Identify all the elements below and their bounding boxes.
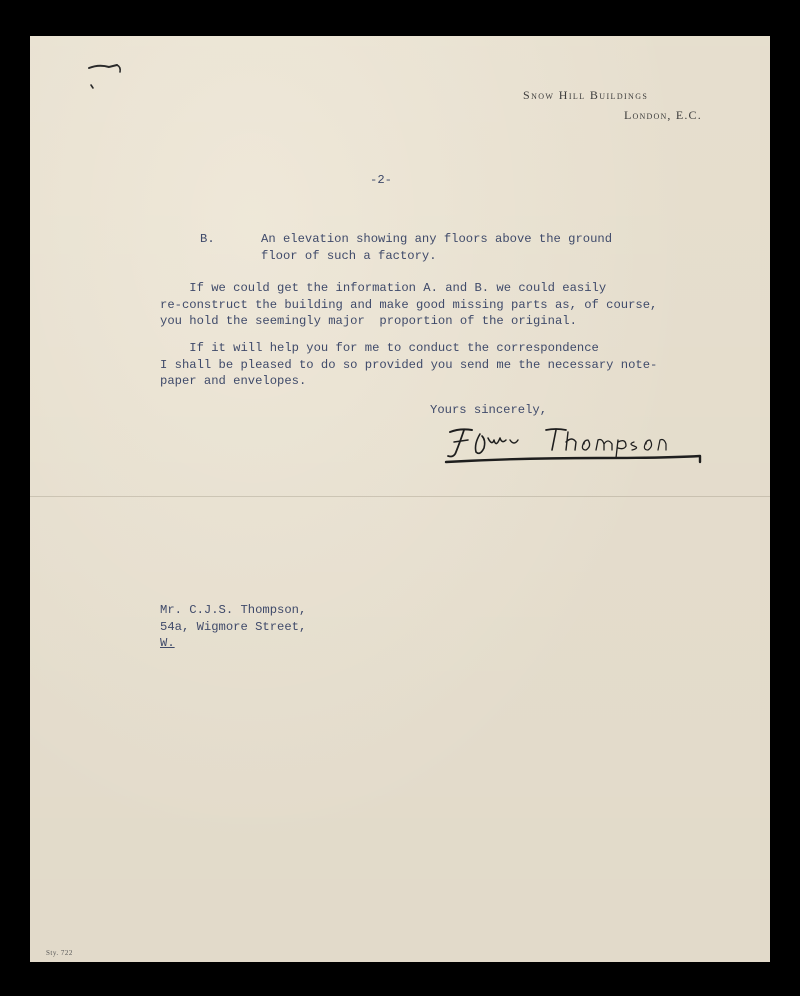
stationery-code: Sty. 722	[46, 949, 73, 957]
staple-mark-icon	[85, 58, 135, 94]
paragraph-2	[160, 340, 657, 390]
item-b-text	[261, 231, 612, 264]
letterhead-line-1: Snow Hill Buildings	[523, 88, 649, 102]
paragraph-2-line-3: paper and envelopes.	[160, 374, 307, 388]
item-b-line-1: An elevation showing any floors above the ground	[261, 232, 613, 246]
paragraph-1-line-3: you hold the seemingly major proportion of the original.	[160, 314, 577, 328]
item-b-label: B.	[200, 232, 215, 246]
paragraph-1-line-1: If we could get the information A. and B. we could easily	[160, 281, 607, 295]
paragraph-2-line-1: If it will help you for me to conduct the correspondence	[160, 341, 599, 355]
recipient-address	[160, 602, 306, 652]
paragraph-2-line-2: I shall be pleased to do so provided you send me the necessary note-	[160, 357, 658, 372]
letter-sheet	[30, 36, 770, 962]
paper-fold-line	[30, 496, 770, 497]
paragraph-1	[160, 280, 657, 330]
paragraph-1-line-2: re-construct the building and make good missing parts as, of course,	[160, 297, 658, 312]
letterhead-line-2: London, E.C.	[624, 108, 702, 122]
address-line-1: Mr. C.J.S. Thompson,	[160, 603, 307, 617]
address-line-2: 54a, Wigmore Street,	[160, 619, 307, 634]
address-line-3: W.	[160, 636, 175, 650]
closing-salutation: Yours sincerely,	[430, 403, 548, 417]
page-number: -2-	[370, 173, 392, 187]
handwritten-signature	[438, 418, 703, 466]
item-b-line-2: floor of such a factory.	[261, 248, 437, 263]
